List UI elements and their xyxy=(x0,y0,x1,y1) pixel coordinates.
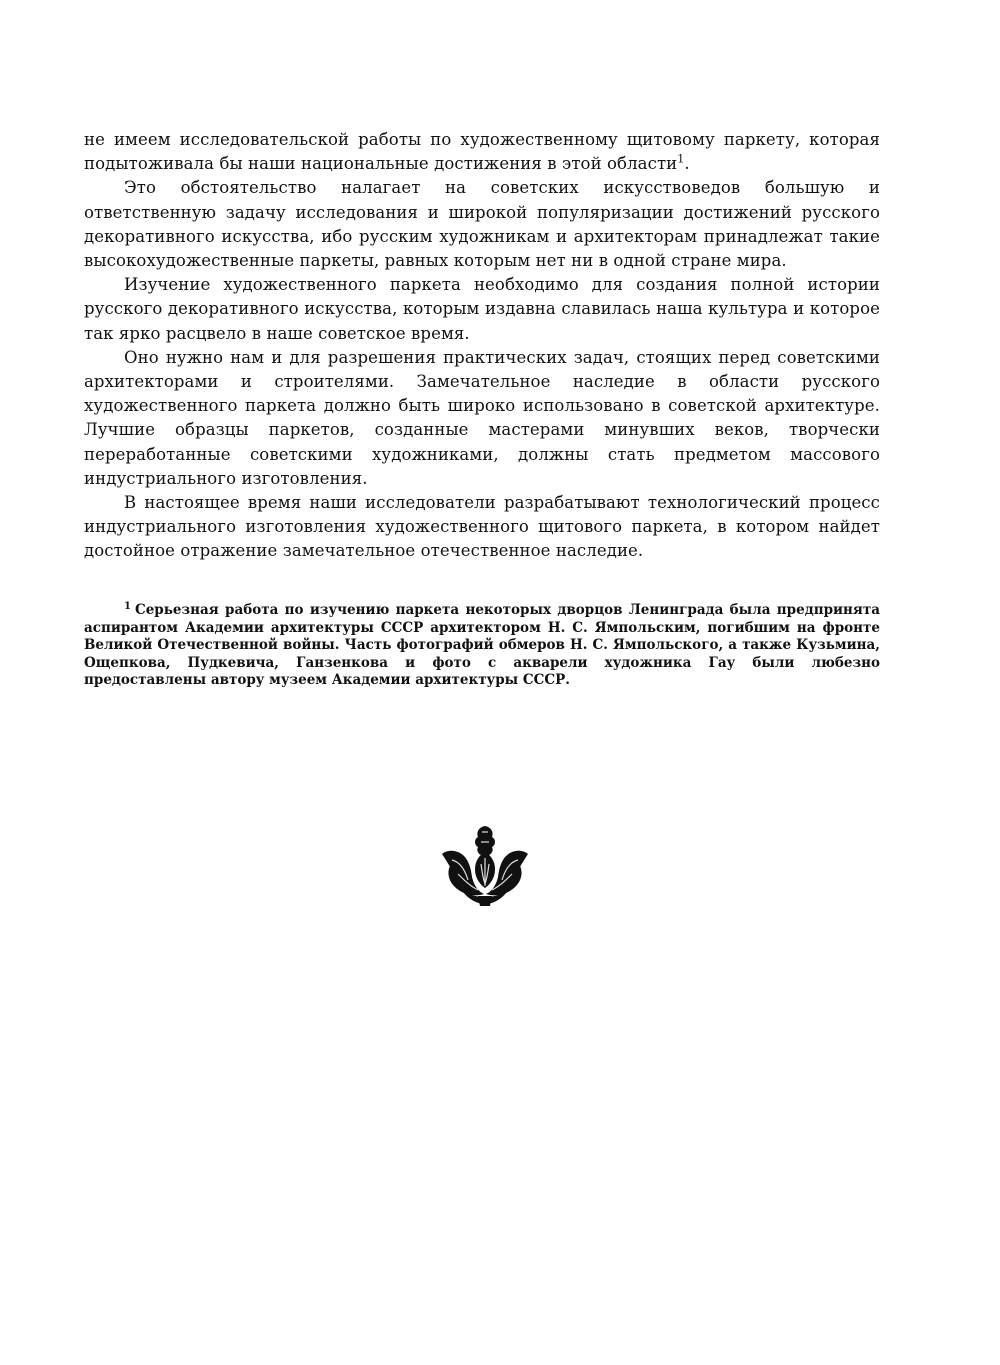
body-text xyxy=(84,128,880,564)
paragraph-3: Изучение художественного паркета необходимо для создания полной истории русского декоративного искусства, которым издавна славилась наша культура и которое так ярко расцвело в наше советское время. xyxy=(84,275,880,343)
paragraph-5: В настоящее время наши исследователи разрабатывают технологический процесс индустриального изготовления художественного щитового паркета, в котором найдет достойное отражение замечательное отечественное наследие. xyxy=(84,493,880,561)
footnote-text: Серьезная работа по изучению паркета некоторых дворцов Ленинграда была предпринята аспирантом Академии архитектуры СССР архитектором Н. С. Ямпольским, погибшим на фронте Великой Отечественной войны. Часть фотографий обмеров Н. С. Ямпольского, а также Кузьмина, Ощепкова, Пудкевича, Ганзенкова и фото с акварели художника Гау были любезно предоставлены автору музеем Академии архитектуры СССР. xyxy=(84,602,880,688)
footnote-mark: 1 xyxy=(124,600,131,612)
paragraph-1-tail: . xyxy=(684,154,690,174)
paragraph-1 xyxy=(84,128,880,176)
footnote-reference: 1 xyxy=(677,152,685,166)
paragraph-4: Оно нужно нам и для разрешения практических задач, стоящих перед советскими архитекторами и строителями. Замечательное наследие в области русского художественного паркета должно быть широко использовано в советской архитектуре. Лучшие образцы паркетов, созданные мастерами минувших веков, творчески переработанные советскими художниками, должны стать предметом массового индустриального изготовления. xyxy=(84,347,880,488)
floral-ornament-icon xyxy=(438,822,532,908)
footnote xyxy=(84,602,880,690)
paragraph-1-text: не имеем исследовательской работы по художественному щитовому паркету, которая подытоживала бы наши национальные достижения в этой области xyxy=(84,130,880,174)
paragraph-2: Это обстоятельство налагает на советских искусствоведов большую и ответственную задачу исследования и широкой популяризации достижений русского декоративного искусства, ибо русским художникам и архитекторам принадлежат такие высокохудожественные паркеты, равных которым нет ни в одной стране мира. xyxy=(84,178,880,271)
